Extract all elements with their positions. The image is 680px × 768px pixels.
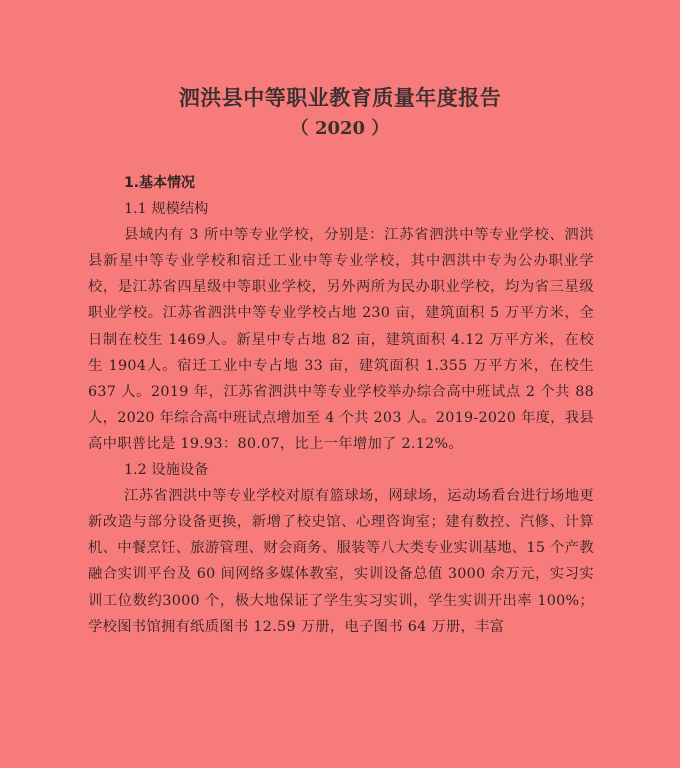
section-heading-basic-info: 1.基本情况 [124, 175, 196, 191]
subsection-heading-facilities: 1.2 设施设备 [124, 462, 209, 479]
report-year: （ 2020 ） [290, 118, 390, 139]
report-body [88, 170, 594, 640]
subsection-heading-scale: 1.1 规模结构 [124, 201, 209, 218]
report-title: 泗洪县中等职业教育质量年度报告 [178, 85, 502, 110]
paragraph-facilities: 江苏省泗洪中等专业学校对原有篮球场，网球场，运动场看台进行场地更新改造与部分设备更换，新增了校史馆、心理咨询室；建有数控、汽修、计算机、中餐烹饪、旅游管理、财会商务、服装等八大类专业实训基地、15 个产教融合实训平台及 60 间网络多媒体教室，实训设备总值 3000 余万元，实习实训工位数约3000 个，极大地保证了学生实习实训，学生实训开出率 100%；学校图书馆拥有纸质图书 12.59 万册，电子图书 64 万册，丰富 [88, 488, 594, 635]
paragraph-scale: 县域内有 3 所中等专业学校，分别是：江苏省泗洪中等专业学校、泗洪县新星中等专业学校和宿迁工业中等专业学校，其中泗洪中专为公办职业学校，是江苏省四星级中等职业学校，另外两所为民办职业学校，均为省三星级职业学校。江苏省泗洪中等专业学校占地 230 亩，建筑面积 5 万平方米，全日制在校生 1469人。新星中专占地 82 亩，建筑面积 4.12 万平方米，在校生 1904人。宿迁工业中专占地 33 亩，建筑面积 1.355 万平方米，在校生 637 人。2019 年，江苏省泗洪中等专业学校举办综合高中班试点 2 个共 88 人，2020 年综合高中班试点增加至 4 个共 203 人。2019-2020 年度，我县高中职普比是 19.93：80.07，比上一年增加了 2.12%。 [88, 227, 594, 452]
